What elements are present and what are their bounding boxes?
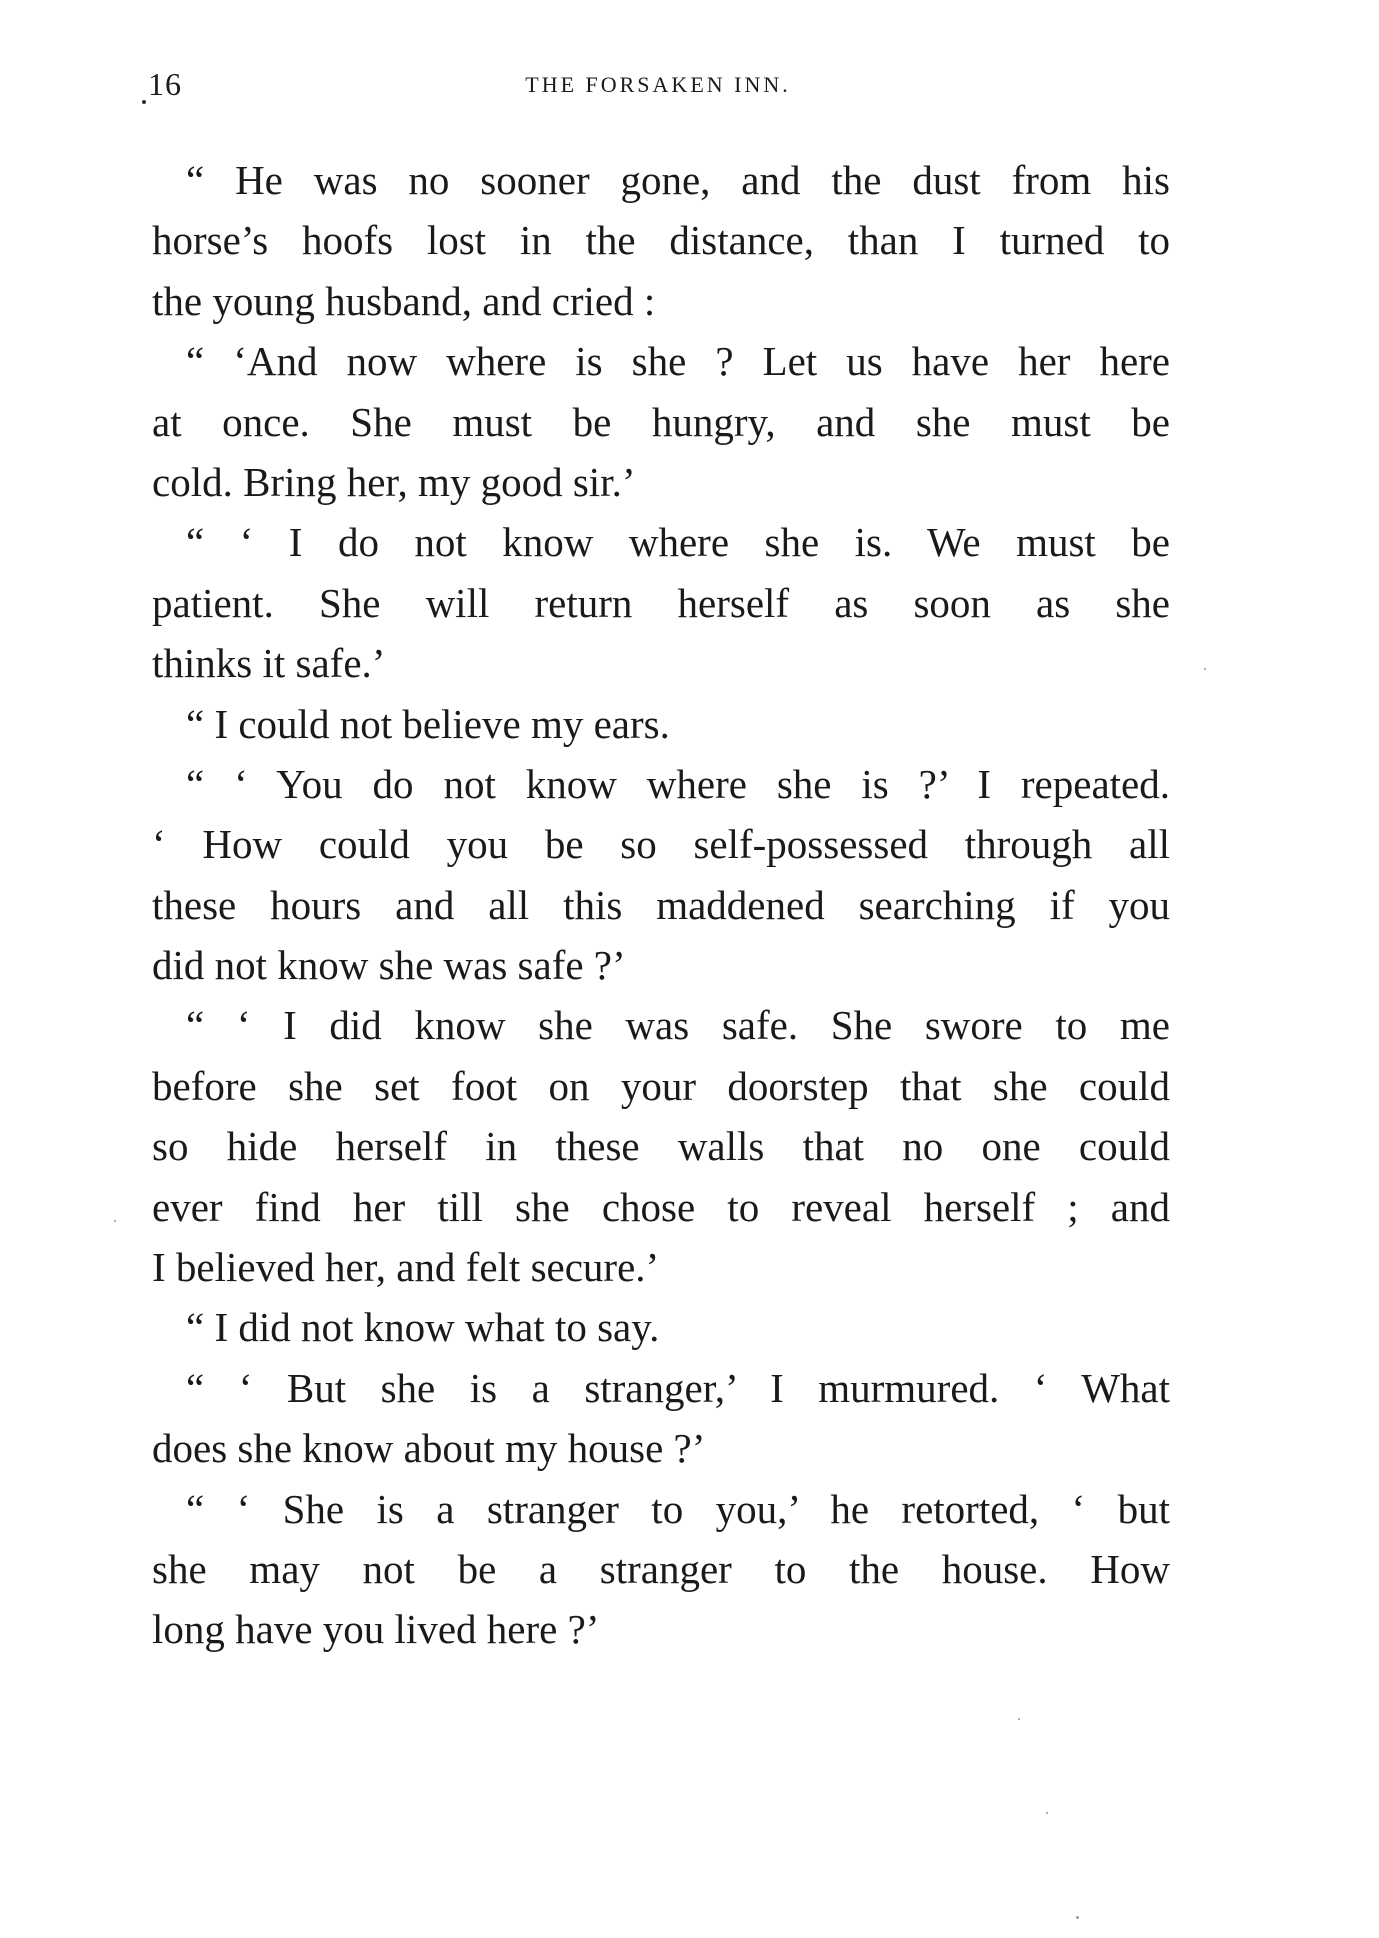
text-line: “ ‘ I do not know where she is. We must be [186, 519, 1170, 566]
paper-speck [1046, 1812, 1048, 1814]
ink-dot [142, 100, 146, 104]
text-line: “ ‘ You do not know where she is ?’ I repeated. [186, 760, 1170, 807]
text-line: thinks it safe.’ [152, 640, 386, 687]
text-line: ever find her till she chose to reveal herself ; and [152, 1183, 1170, 1230]
text-line: these hours and all this maddened searching if you [152, 881, 1170, 928]
text-line: “ I did not know what to say. [186, 1304, 660, 1351]
text-line: “ ‘And now where is she ? Let us have her here [186, 338, 1170, 385]
page-number: 16 [148, 66, 182, 102]
text-line: ‘ How could you be so self-possessed through all [152, 821, 1170, 868]
text-line: “ ‘ I did know she was safe. She swore to me [186, 1002, 1170, 1049]
text-line: “ He was no sooner gone, and the dust from his [186, 157, 1170, 203]
paper-speck [1018, 1718, 1020, 1720]
text-line: the young husband, and cried : [152, 277, 656, 324]
text-line: horse’s hoofs lost in the distance, than I turned to [152, 217, 1170, 264]
paper-speck [1204, 668, 1206, 670]
text-line: does she know about my house ?’ [152, 1425, 706, 1472]
text-line: cold. Bring her, my good sir.’ [152, 458, 636, 505]
text-line: patient. She will return herself as soon as she [152, 579, 1170, 626]
text-line: I believed her, and felt secure.’ [152, 1244, 660, 1291]
text-line: did not know she was safe ?’ [152, 942, 626, 989]
text-line: so hide herself in these walls that no one could [152, 1123, 1170, 1170]
paper-speck [114, 1220, 116, 1222]
text-line: she may not be a stranger to the house. How [152, 1545, 1170, 1592]
text-line: “ I could not believe my ears. [186, 700, 670, 747]
text-line: before she set foot on your doorstep that she could [152, 1062, 1170, 1109]
paper-speck [1076, 1916, 1079, 1919]
text-line: long have you lived here ?’ [152, 1606, 600, 1653]
text-line: at once. She must be hungry, and she must be [152, 398, 1170, 445]
text-line: “ ‘ But she is a stranger,’ I murmured. ‘ What [186, 1364, 1170, 1411]
page-header [148, 66, 1168, 106]
text-line: “ ‘ She is a stranger to you,’ he retorted, ‘ but [186, 1485, 1170, 1532]
running-title: THE FORSAKEN INN. [525, 72, 791, 97]
body-text [152, 150, 1170, 1660]
